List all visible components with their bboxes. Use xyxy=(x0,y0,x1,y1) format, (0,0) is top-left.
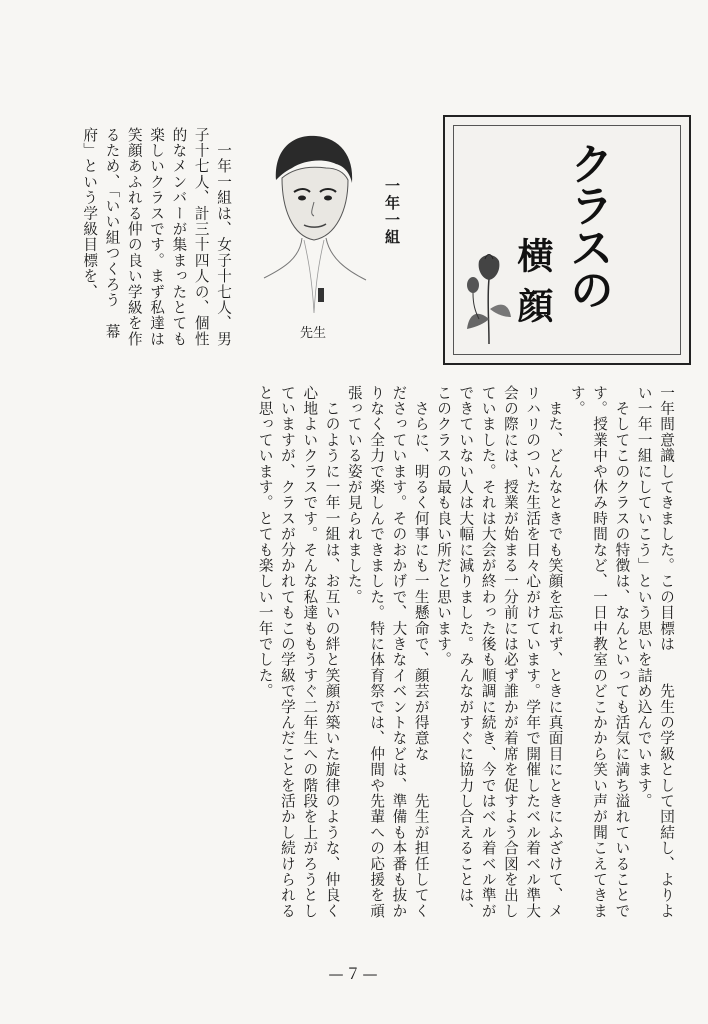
article-column-top-left: 一年一組は、女子十七人、男子十七人、計三十四人の、個性的なメンバーが集まったとても楽しいクラスです。まず私達は笑顔あふれる仲の良い学級を作るため、「いい組つくろう 幕府」という学級目標を、 xyxy=(81,127,232,347)
teacher-portrait xyxy=(254,128,374,318)
title-main: クラスの xyxy=(562,141,613,309)
portrait-caption: 先生 xyxy=(300,326,327,341)
title-box xyxy=(443,115,691,365)
title-sub: 横顔 xyxy=(512,237,554,337)
article-column-right: 一年間意識してきました。この目標は 先生の学級として団結し、よりよい一年一組にしていこう」という思いを詰め込んでいます。 そしてこのクラスの特徴は、なんといっても活気に満ち溢れていることです。授業中や休み時間など、一日中教室のどこかから笑い声が聞こえてきます。 また、どんなときでも笑顔を忘れず、ときに真面目にときにふざけて、メリハリのついた生活を日々心がけています。学年で開催したベル着ベル準大会の際には、授業が始まる一分前には必ず誰かが着席を促すよう合図を出していました。それは大会が終わった後も順調に続き、今ではベル着ベル準ができていない人は大幅に減りました。みんながすぐに協力し合えることは、このクラスの最も良い所だと思います。 さらに、明るく何事にも一生懸命で、顔芸が得意な 先生が担任してくださっています。そのおかげで、大きなイベントなどは、準備も本番も抜かりなく全力で楽しんできました。特に体育祭では、仲間や先輩への応援を頑張っている姿が見られました。 このように一年一組は、お互いの絆と笑顔が築いた旋律のような、仲良く心地よいクラスです。そんな私達ももうすぐ二年生への階段を上がろうとしていますが、クラスが分かれてもこの学級で学んだことを活かし続けられると思っています。とても楽しい一年でした。 xyxy=(256,385,675,919)
tulip-illustration xyxy=(459,249,519,349)
class-name: 一年一組 xyxy=(383,178,401,246)
page-number: —７— xyxy=(328,965,380,983)
